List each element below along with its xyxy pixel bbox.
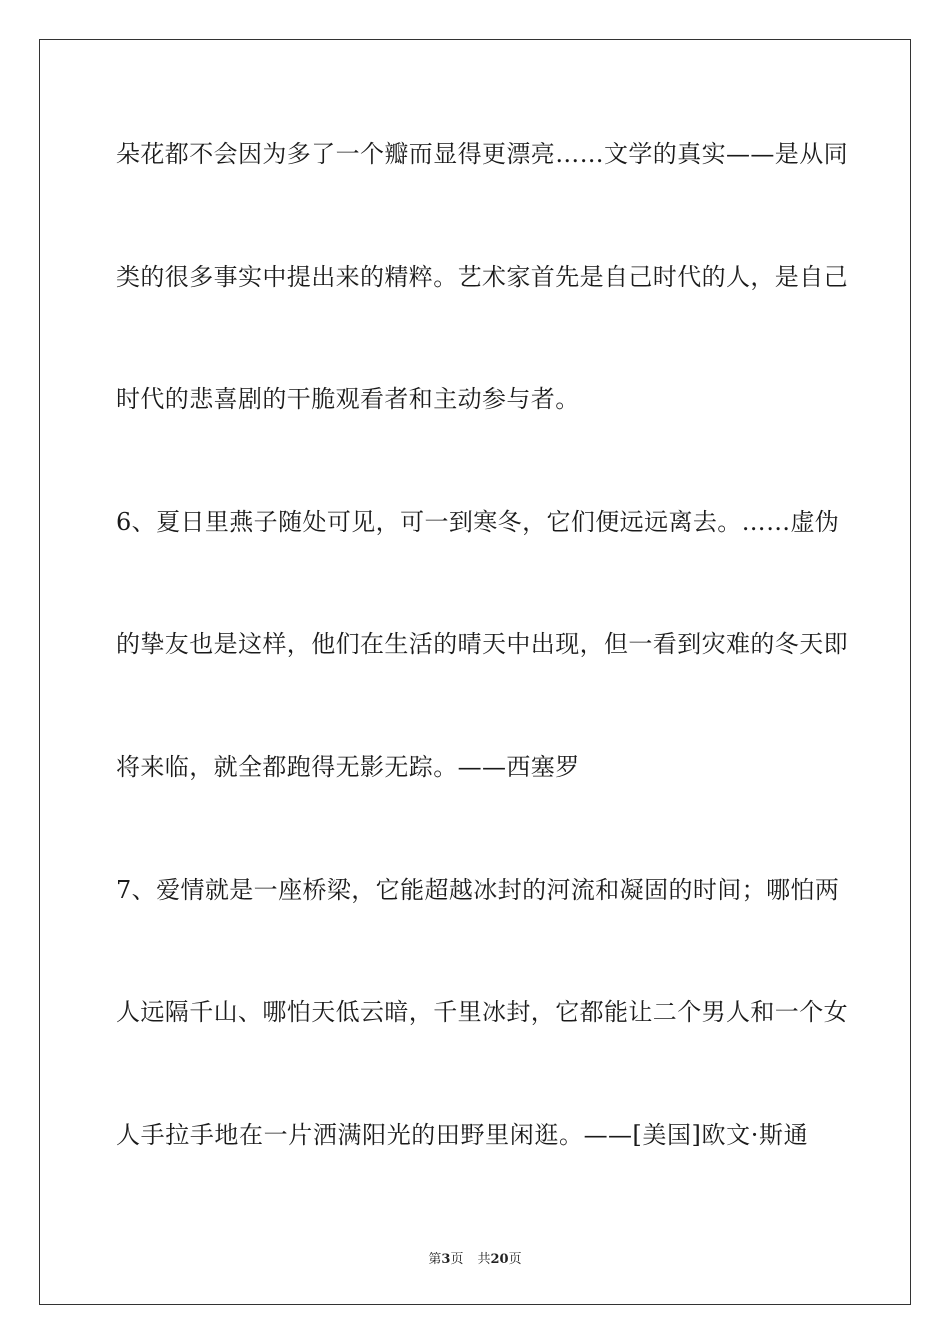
text-line-1: 朵花都不会因为多了一个瓣而显得更漂亮……文学的真实——是从同: [116, 140, 848, 168]
text-line-2: 类的很多事实中提出来的精粹。艺术家首先是自己时代的人，是自己: [116, 262, 848, 291]
text-line-6: 将来临，就全都跑得无影无踪。——西塞罗: [116, 752, 580, 781]
total-pages: 20: [490, 1252, 509, 1267]
page-footer: [0, 1248, 950, 1267]
text-line-8: 人远隔千山、哪怕天低云暗，千里冰封，它都能让二个男人和一个女: [116, 998, 848, 1027]
text-line-5: 的挚友也是这样，他们在生活的晴天中出现，但一看到灾难的冬天即: [116, 630, 848, 659]
page-number: 3: [441, 1252, 451, 1267]
text-line-3: 时代的悲喜剧的干脆观看者和主动参与者。: [116, 385, 580, 414]
total-prefix: 共: [477, 1252, 491, 1267]
text-line-7: 7、爱情就是一座桥梁，它能超越冰封的河流和凝固的时间；哪怕两: [116, 875, 840, 904]
text-line-9: 人手拉手地在一片洒满阳光的田野里闲逛。——[美国]欧文·斯通: [116, 1120, 808, 1149]
text-line-4: 6、夏日里燕子随处可见，可一到寒冬，它们便远远离去。……虚伪: [116, 507, 840, 536]
page-suffix: 页: [450, 1252, 464, 1267]
page-prefix: 第: [428, 1252, 442, 1267]
total-suffix: 页: [508, 1252, 522, 1267]
document-body: [116, 124, 848, 1227]
